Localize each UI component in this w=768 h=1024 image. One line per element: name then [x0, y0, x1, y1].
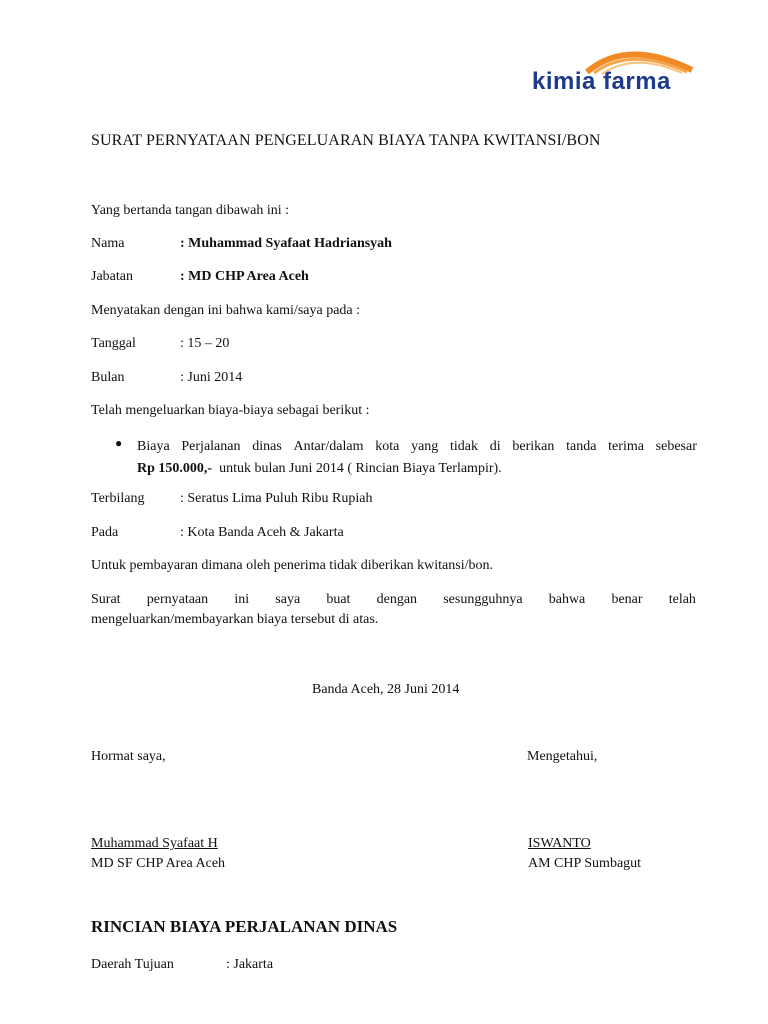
surat-word: telah: [668, 592, 696, 607]
terbilang-value: : Seratus Lima Puluh Ribu Rupiah: [180, 491, 373, 506]
bullet-word: berikan: [512, 439, 555, 454]
tanggal-label: Tanggal: [91, 336, 136, 351]
terbilang-label: Terbilang: [91, 491, 145, 506]
bulan-value: : Juni 2014: [180, 370, 243, 385]
bullet-word: terima: [608, 439, 644, 454]
tanggal-value: : 15 – 20: [180, 336, 230, 351]
right-signer-name: ISWANTO: [528, 836, 591, 851]
surat-word: sesungguhnya: [443, 592, 523, 607]
document-title: SURAT PERNYATAAN PENGELUARAN BIAYA TANPA KWITANSI/BON: [91, 132, 601, 149]
surat-word: Surat: [91, 592, 121, 607]
menyatakan-text: Menyatakan dengan ini bahwa kami/saya pada :: [91, 303, 361, 318]
right-signer-title: AM CHP Sumbagut: [528, 856, 642, 871]
left-signer-name: Muhammad Syafaat H: [91, 836, 218, 851]
surat-word: buat: [326, 592, 351, 607]
telah-text: Telah mengeluarkan biaya-biaya sebagai berikut :: [91, 403, 370, 418]
nama-label: Nama: [91, 236, 125, 251]
bullet-word: sebesar: [655, 439, 697, 454]
surat-word: dengan: [376, 592, 418, 607]
mengetahui: Mengetahui,: [527, 749, 598, 764]
bullet-word: kota: [375, 439, 400, 454]
bullet-word: tanda: [566, 439, 597, 454]
bullet-line-1: [137, 436, 697, 458]
surat-word: pernyataan: [146, 592, 209, 607]
nama-value: : Muhammad Syafaat Hadriansyah: [180, 236, 392, 251]
bullet-word: dinas: [252, 439, 282, 454]
surat-word: ini: [234, 592, 250, 607]
bullet-word: Perjalanan: [181, 439, 241, 454]
bulan-label: Bulan: [91, 370, 125, 385]
daerah-label: Daerah Tujuan: [91, 957, 174, 972]
hormat-saya: Hormat saya,: [91, 749, 166, 764]
surat-word: benar: [611, 592, 643, 607]
kimia-farma-logo: [532, 40, 697, 100]
bullet-paragraph: [137, 436, 697, 480]
surat-line-1: [91, 592, 696, 608]
bullet-word: Antar/dalam: [293, 439, 364, 454]
bullet-word: Biaya: [137, 439, 170, 454]
jabatan-value: : MD CHP Area Aceh: [180, 269, 309, 284]
daerah-value: : Jakarta: [226, 957, 274, 972]
pada-label: Pada: [91, 525, 119, 540]
surat-word: bahwa: [548, 592, 586, 607]
bullet-word: yang: [411, 439, 439, 454]
bullet-word: di: [489, 439, 501, 454]
amount-value: Rp 150.000,-: [137, 461, 213, 476]
bullet-icon: ●: [115, 436, 123, 450]
rincian-heading: RINCIAN BIAYA PERJALANAN DINAS: [91, 917, 398, 936]
intro-text: Yang bertanda tangan dibawah ini :: [91, 203, 290, 218]
place-date: Banda Aceh, 28 Juni 2014: [312, 682, 460, 697]
untuk-text: Untuk pembayaran dimana oleh penerima tidak diberikan kwitansi/bon.: [91, 558, 493, 573]
bullet-rest: untuk bulan Juni 2014 ( Rincian Biaya Terlampir).: [219, 461, 502, 476]
bullet-word: tidak: [450, 439, 479, 454]
surat-line-2: mengeluarkan/membayarkan biaya tersebut di atas.: [91, 612, 379, 627]
surat-word: saya: [275, 592, 301, 607]
left-signer-title: MD SF CHP Area Aceh: [91, 856, 226, 871]
jabatan-label: Jabatan: [91, 269, 133, 284]
pada-value: : Kota Banda Aceh & Jakarta: [180, 525, 344, 540]
bullet-line-2: [137, 458, 697, 480]
logo-text: kimia farma: [532, 68, 671, 95]
